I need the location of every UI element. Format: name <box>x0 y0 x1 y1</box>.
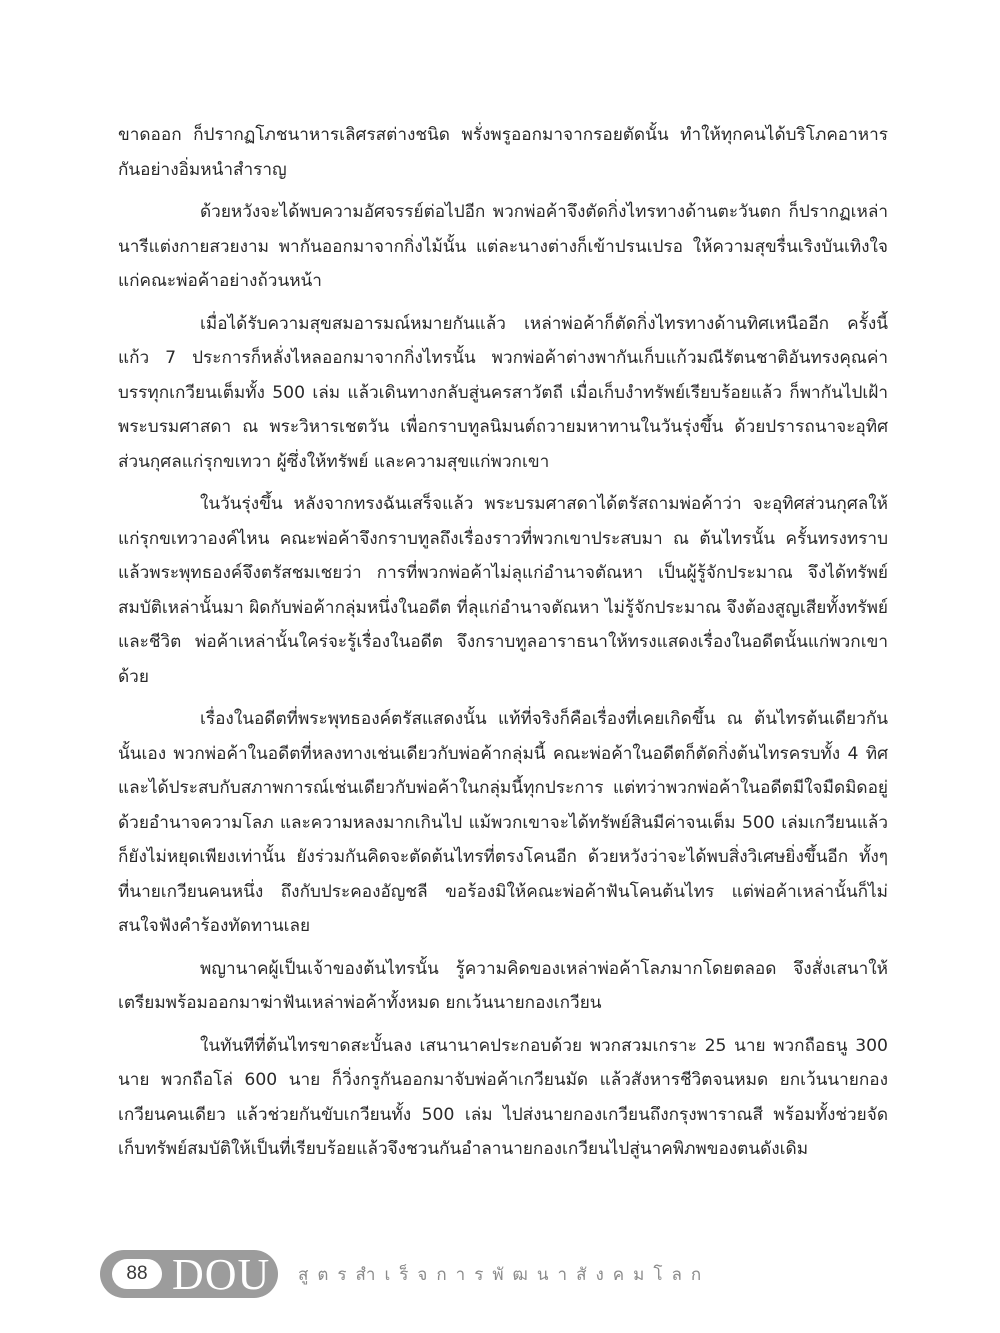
page-footer <box>100 1248 710 1300</box>
paragraph-1: ขาดออก ก็ปรากฏโภชนาหารเลิศรสต่างชนิด พรั่งพรูออกมาจากรอยตัดนั้น ทำให้ทุกคนได้บริโภคอาหารกันอย่างอิ่มหนำสำราญ <box>118 125 888 180</box>
paragraph-4: ในวันรุ่งขึ้น หลังจากทรงฉันเสร็จแล้ว พระบรมศาสดาได้ตรัสถามพ่อค้าว่า จะอุทิศส่วนกุศลให้แก่รุกขเทวาองค์ไหน คณะพ่อค้าจึงกราบทูลถึงเรื่องราวที่พวกเขาประสบมา ณ ต้นไทรนั้น ครั้นทรงทราบแล้วพระพุทธองค์จึงตรัสชมเชยว่า การที่พวกพ่อค้าไม่ลุแก่อำนาจตัณหา เป็นผู้รู้จักประมาณ จึงได้ทรัพย์สมบัติเหล่านั้นมา ผิดกับพ่อค้ากลุ่มหนึ่งในอดีต ที่ลุแก่อำนาจตัณหา ไม่รู้จักประมาณ จึงต้องสูญเสียทั้งทรัพย์และชีวิต พ่อค้าเหล่านั้นใคร่จะรู้เรื่องในอดีต จึงกราบทูลอาราธนาให้ทรงแสดงเรื่องในอดีตนั้นแก่พวกเขาด้วย <box>118 494 888 687</box>
page-body <box>118 118 888 1175</box>
paragraph-6: พญานาคผู้เป็นเจ้าของต้นไทรนั้น รู้ความคิดของเหล่าพ่อค้าโลภมากโดยตลอด จึงสั่งเสนาให้เตรียมพร้อมออกมาฆ่าฟันเหล่าพ่อค้าทั้งหมด ยกเว้นนายกองเกวียน <box>118 958 888 1013</box>
book-title: สูตรสำเร็จการพัฒนาสังคมโลก <box>298 1264 711 1285</box>
paragraph-5: เรื่องในอดีตที่พระพุทธองค์ตรัสแสดงนั้น แท้ที่จริงก็คือเรื่องที่เคยเกิดขึ้น ณ ต้นไทรต้นเดียวกันนั้นเอง พวกพ่อค้าในอดีตที่หลงทางเช่นเดียวกับพ่อค้ากลุ่มนี้ คณะพ่อค้าในอดีตก็ตัดกิ่งต้นไทรครบทั้ง 4 ทิศ และได้ประสบกับสภาพการณ์เช่นเดียวกับพ่อค้าในกลุ่มนี้ทุกประการ แต่ทว่าพวกพ่อค้าในอดีตมีใจมืดมิดอยู่ด้วยอำนาจความโลภ และความหลงมากเกินไป แม้พวกเขาจะได้ทรัพย์สินมีค่าจนเต็ม 500 เล่มเกวียนแล้ว ก็ยังไม่หยุดเพียงเท่านั้น ยังร่วมกันคิดจะตัดต้นไทรที่ตรงโคนอีก ด้วยหวังว่าจะได้พบสิ่งวิเศษยิ่งขึ้นอีก ทั้งๆ ที่นายเกวียนคนหนึ่ง ถึงกับประคองอัญชลี ขอร้องมิให้คณะพ่อค้าฟันโคนต้นไทร แต่พ่อค้าเหล่านั้นก็ไม่สนใจฟังคำร้องทัดทานเลย <box>118 709 888 936</box>
paragraph-7: ในทันทีที่ต้นไทรขาดสะบั้นลง เสนานาคประกอบด้วย พวกสวมเกราะ 25 นาย พวกถือธนู 300 นาย พวกถือโล่ 600 นาย ก็วิ่งกรูกันออกมาจับพ่อค้าเกวียนมัด แล้วสังหารชีวิตจนหมด ยกเว้นนายกองเกวียนคนเดียว แล้วช่วยกันขับเกวียนทั้ง 500 เล่ม ไปส่งนายกองเกวียนถึงกรุงพาราณสี พร้อมทั้งช่วยจัดเก็บทรัพย์สมบัติให้เป็นที่เรียบร้อยแล้วจึงชวนกันอำลานายกองเกวียนไปสู่นาคพิภพของตนดังเดิม <box>118 1035 888 1159</box>
paragraph-2: ด้วยหวังจะได้พบความอัศจรรย์ต่อไปอีก พวกพ่อค้าจึงตัดกิ่งไทรทางด้านตะวันตก ก็ปรากฏเหล่านารีแต่งกายสวยงาม พากันออกมาจากกิ่งไม้นั้น แต่ละนางต่างก็เข้าปรนเปรอ ให้ความสุขรื่นเริงบันเทิงใจแก่คณะพ่อค้าอย่างถ้วนหน้า <box>118 202 888 291</box>
page-number: 88 <box>112 1259 162 1289</box>
brand-logo: DOU <box>172 1249 271 1299</box>
footer-badge <box>100 1250 278 1298</box>
paragraph-3: เมื่อได้รับความสุขสมอารมณ์หมายกันแล้ว เหล่าพ่อค้าก็ตัดกิ่งไทรทางด้านทิศเหนืออีก ครั้งนี้แก้ว 7 ประการก็หลั่งไหลออกมาจากกิ่งไทรนั้น พวกพ่อค้าต่างพากันเก็บแก้วมณีรัตนชาติอันทรงคุณค่าบรรทุกเกวียนเต็มทั้ง 500 เล่ม แล้วเดินทางกลับสู่นครสาวัตถี เมื่อเก็บงำทรัพย์เรียบร้อยแล้ว ก็พากันไปเฝ้าพระบรมศาสดา ณ พระวิหารเชตวัน เพื่อกราบทูลนิมนต์ถวายมหาทานในวันรุ่งขึ้น ด้วยปรารถนาจะอุทิศส่วนกุศลแก่รุกขเทวา ผู้ซึ่งให้ทรัพย์ และความสุขแก่พวกเขา <box>118 313 888 472</box>
